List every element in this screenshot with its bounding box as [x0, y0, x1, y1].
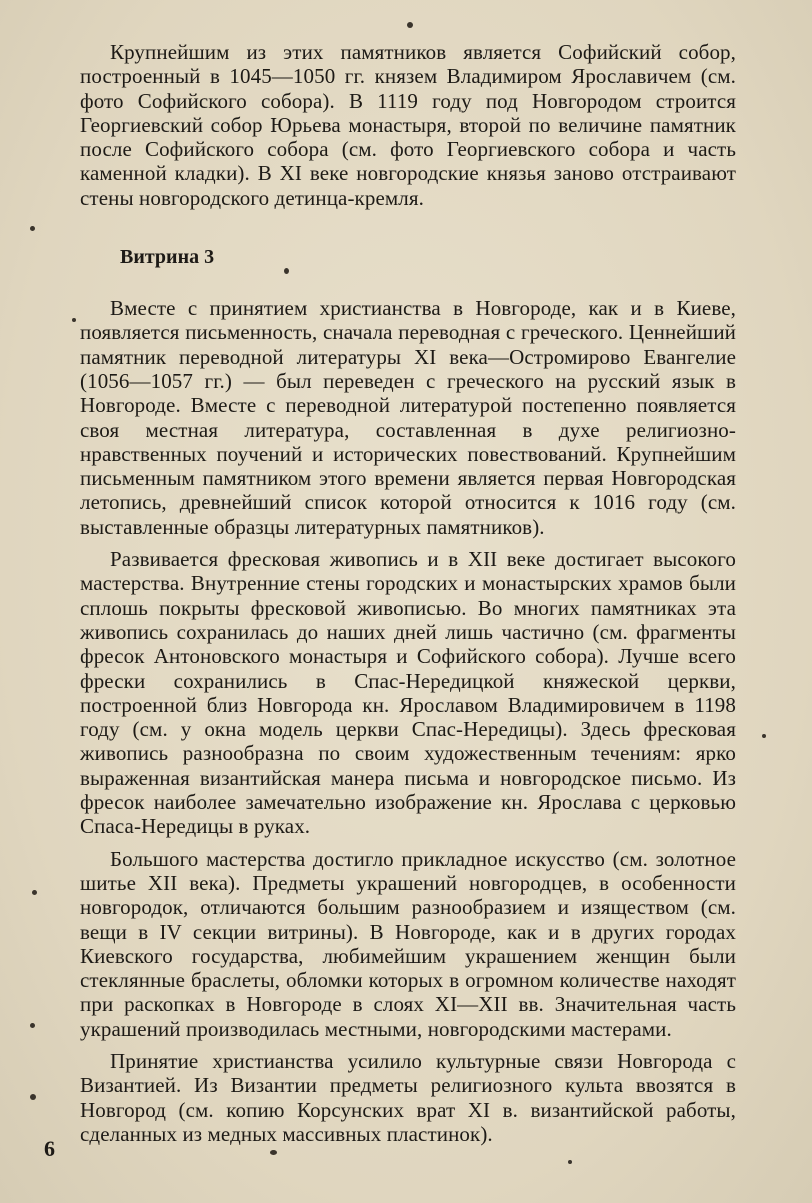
page-number: 6	[44, 1136, 55, 1161]
dust-speck	[568, 1160, 572, 1164]
dust-speck	[32, 890, 37, 895]
section-heading: Витрина 3	[120, 246, 215, 269]
dust-speck	[30, 226, 35, 231]
dust-speck	[72, 318, 76, 322]
dust-speck	[30, 1023, 35, 1028]
dust-speck	[407, 22, 413, 28]
dust-speck	[30, 1094, 36, 1100]
paragraph: Вместе с принятием христианства в Новгороде, как и в Киеве, появляется письменность, сначала переводная с греческого. Ценнейший памятник переводной литературы XI века—Остромирово Евангелие (1056—1057 гг.) — был переведен с греческого на русский язык в Новгороде. Вместе с переводной литературой постепенно появляется своя местная литература, составленная в духе религиозно-нравственных поучений и исторических повествований. Крупнейшим письменным памятником этого времени является первая Новгородская летопись, древнейший список которой относится к 1016 году (см. выставленные образцы литературных памятников).	[80, 296, 736, 539]
paragraph: Развивается фресковая живопись и в XII веке достигает высокого мастерства. Внутренние стены городских и монастырских храмов были сплошь покрыты фресковой живописью. Во многих памятниках эта живопись сохранилась до наших дней лишь частично (см. фрагменты фресок Антоновского монастыря и Софийского собора). Лучше всего фрески сохранились в Спас-Нередицкой княжеской церкви, построенной близ Новгорода кн. Ярославом Владимировичем в 1198 году (см. у окна модель церкви Спас-Нередицы). Здесь фресковая живопись разнообразна по своим художественным течениям: ярко выраженная византийская манера письма и новгородское письмо. Из фресок наиболее замечательно изображение кн. Ярослава с церковью Спаса-Нередицы в руках.	[80, 547, 736, 839]
paragraph: Принятие христианства усилило культурные связи Новгорода с Византией. Из Византии предметы религиозного культа ввозятся в Новгород (см. копию Корсунских врат XI в. византийской работы, сделанных из медных массивных пластинок).	[80, 1048, 736, 1146]
paragraph: Большого мастерства достигло прикладное искусство (см. золотное шитье XII века). Предметы украшений новгородцев, в особенности новгородок, отличаются большим разнообразием и изяществом (см. вещи в IV секции витрины). В Новгороде, как и в других городах Киевского государства, любимейшим украшением женщин были стеклянные браслеты, обломки которых в огромном количестве находят при раскопках в Новгороде в слоях XI—XII вв. Значительная часть украшений производилась местными, новгородскими мастерами.	[80, 846, 736, 1041]
text-block	[80, 40, 736, 1146]
paragraph: Крупнейшим из этих памятников является Софийский собор, построенный в 1045—1050 гг. князем Владимиром Ярославичем (см. фото Софийского собора). В 1119 году под Новгородом строится Георгиевский собор Юрьева монастыря, второй по величине памятник после Софийского собора (см. фото Георгиевского собора и часть каменной кладки). В XI веке новгородские князья заново отстраивают стены новгородского детинца-кремля.	[80, 40, 736, 210]
dust-speck	[762, 734, 766, 738]
dust-speck	[270, 1150, 277, 1155]
